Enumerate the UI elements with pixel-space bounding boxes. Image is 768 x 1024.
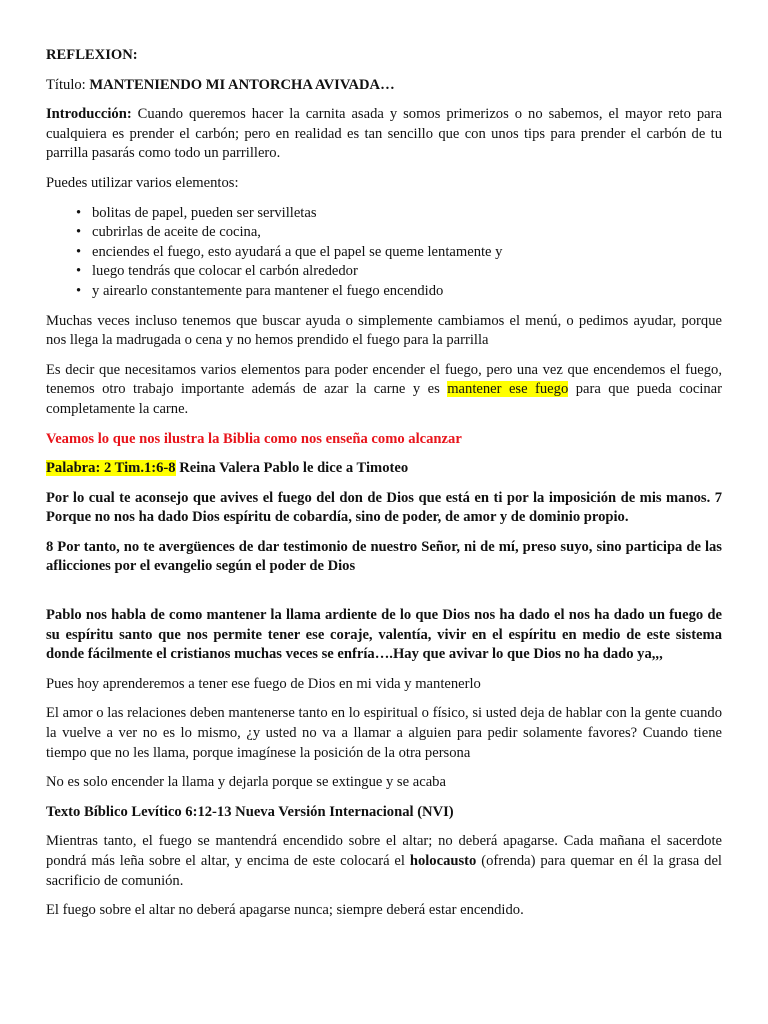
- altar-paragraph: El fuego sobre el altar no deberá apagarse nunca; siempre deberá estar encendido.: [46, 902, 524, 919]
- holocausto-word: holocausto: [409, 853, 477, 869]
- title-label: Título:: [46, 76, 90, 93]
- list-item-text: cubrirlas de aceite de cocina,: [92, 224, 261, 241]
- intro-paragraph: [46, 105, 722, 164]
- list-item-text: luego tendrás que colocar el carbón alrededor: [92, 263, 358, 280]
- meanwhile-text-after: (ofrenda) para quemar en él la grasa del sacrificio de comunión.: [46, 853, 722, 889]
- pablo-paragraph: Pablo nos habla de como mantener la llama ardiente de lo que Dios nos ha dado el nos ha dado un fuego de su espíritu santo que nos permite tener ese coraje, valentía, vivir en el espíritu en medio de este sistema donde fácilmente el cristianos muchas veces se enfría….Hay que avivar lo que Dios no ha dado ya,,,: [46, 607, 722, 663]
- verse-8: 8 Por tanto, no te avergüences de dar testimonio de nuestro Señor, ni de mí, preso suyo, sino participa de las aflicciones por el evangelio según el poder de Dios: [46, 538, 722, 575]
- meanwhile-paragraph: [46, 832, 722, 891]
- spacer: [46, 587, 722, 606]
- list-item-text: y airearlo constantemente para mantener el fuego encendido: [92, 282, 444, 299]
- bullet-icon: •: [76, 204, 82, 221]
- palabra-rest: Reina Valera Pablo le dice a Timoteo: [175, 460, 409, 477]
- list-item: [76, 243, 722, 263]
- intro-label: Introducción:: [46, 106, 132, 123]
- not-only-paragraph: No es solo encender la llama y dejarla porque se extingue y se acaba: [46, 774, 446, 791]
- title-text: MANTENIENDO MI ANTORCHA AVIVADA…: [89, 76, 395, 93]
- list-item: [76, 223, 722, 243]
- palabra-reference: Palabra: 2 Tim.1:6-8: [46, 460, 176, 477]
- palabra-line: [46, 459, 722, 479]
- document-page: [46, 46, 722, 931]
- list-item-text: enciendes el fuego, esto ayudará a que el papel se queme lentamente y: [92, 243, 503, 260]
- bullet-icon: •: [76, 224, 82, 241]
- intro-text: Cuando queremos hacer la carnita asada y somos primerizos o no sabemos, el mayor reto para cualquiera es prender el carbón; pero en realidad es tan sencillo que con unos tips para prender el carbón de tu parrilla pasarás como todo un parrillero.: [46, 106, 722, 162]
- texto-biblico-heading: Texto Bíblico Levítico 6:12-13 Nueva Versión Internacional (NVI): [46, 803, 454, 820]
- fire-text-before: Es decir que necesitamos varios elementos para poder encender el fuego, pero una vez que encendemos el fuego, tenemos otro trabajo importante además de azar la carne y es: [46, 361, 722, 398]
- today-paragraph: Pues hoy aprenderemos a tener ese fuego de Dios en mi vida y mantenerlo: [46, 675, 481, 692]
- title-line: [46, 76, 722, 96]
- bullet-icon: •: [76, 263, 82, 280]
- fire-text-after: para que pueda cocinar completamente la carne.: [46, 381, 723, 417]
- red-heading: Veamos lo que nos ilustra la Biblia como nos enseña como alcanzar: [46, 430, 462, 447]
- fire-paragraph: [46, 361, 722, 420]
- list-item: [76, 204, 722, 224]
- list-item: [76, 282, 722, 302]
- list-item-text: bolitas de papel, pueden ser servilletas: [92, 204, 317, 221]
- elements-intro: Puedes utilizar varios elementos:: [46, 174, 239, 191]
- bullet-icon: •: [76, 243, 82, 260]
- verse-6-7: Por lo cual te aconsejo que avives el fuego del don de Dios que está en ti por la imposición de mis manos. 7 Porque no nos ha dado Dios espíritu de cobardía, sino de poder, de amor y de dominio propio.: [46, 489, 722, 526]
- bullet-icon: •: [76, 282, 82, 299]
- list-item: [76, 262, 722, 282]
- document-heading: REFLEXION:: [46, 47, 138, 63]
- help-paragraph: Muchas veces incluso tenemos que buscar ayuda o simplemente cambiamos el menú, o pedimos ayudar, porque nos llega la madrugada o cena y no hemos prendido el fuego para la parrilla: [46, 312, 722, 349]
- meanwhile-text-before: Mientras tanto, el fuego se mantendrá encendido sobre el altar; no deberá apagarse. Cada mañana el sacerdote pondrá más leña sobre el altar, y encima de este colocará el: [46, 833, 722, 869]
- highlighted-text: mantener ese fuego: [447, 381, 569, 398]
- love-paragraph: El amor o las relaciones deben mantenerse tanto en lo espiritual o físico, si usted deja de hablar con la gente cuando la vuelve a ver no es lo mismo, ¿y usted no va a llamar a alguien para pedir solamente favores? Cuando tiene tiempo que no les llama, porque imagínese la posición de la otra persona: [46, 705, 722, 761]
- elements-list: [46, 204, 722, 302]
